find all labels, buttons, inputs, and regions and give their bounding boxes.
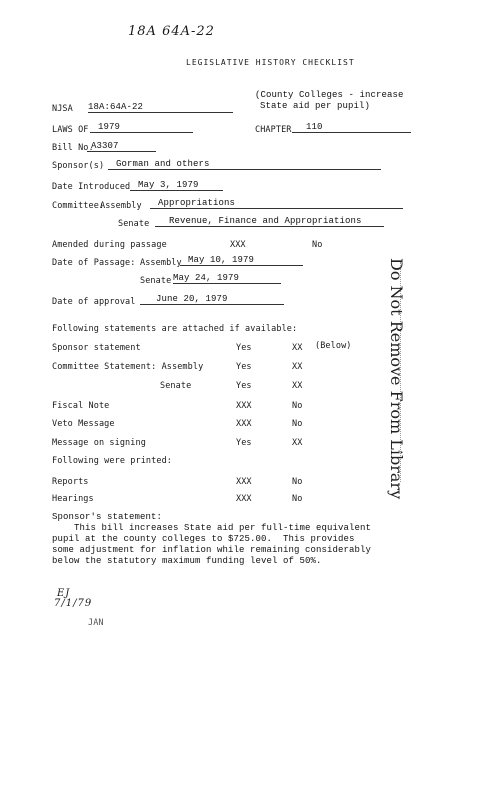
laws-of-value: 1979 — [90, 122, 193, 133]
footer-initials: EJ — [57, 588, 71, 599]
attached-row-yes: XXX — [236, 419, 252, 429]
attached-row-no: No — [292, 401, 303, 411]
statement-line: This bill increases State aid per full-time equivalent — [52, 523, 372, 533]
attached-row-label: Fiscal Note — [52, 401, 110, 411]
attached-row-label: Senate — [160, 381, 192, 391]
sponsor-label: Sponsor(s) — [52, 161, 105, 171]
date-of-approval-label: Date of approval — [52, 297, 136, 307]
footer-stamp-fragment: JAN — [88, 618, 104, 628]
statement-line: below the statutory maximum funding level of 50%. — [52, 556, 322, 566]
attached-row-no: XX — [292, 438, 303, 448]
amended-no: No — [312, 240, 323, 250]
library-stamp — [380, 258, 406, 500]
statement-line: pupil at the county colleges to $725.00. This provides — [52, 534, 355, 544]
njsa-label: NJSA — [52, 104, 73, 114]
subject-line-2: State aid per pupil) — [260, 101, 371, 111]
printed-heading: Following were printed: — [52, 456, 173, 466]
printed-row-label: Reports — [52, 477, 89, 487]
attached-row-yes: Yes — [236, 343, 252, 353]
printed-row-no: No — [292, 494, 303, 504]
chapter-label: CHAPTER — [255, 125, 292, 135]
date-of-passage-label: Date of Passage: — [52, 258, 136, 268]
passage-assembly-value: May 10, 1979 — [180, 255, 303, 266]
attached-row-label: Sponsor statement — [52, 343, 141, 353]
attached-row-label: Veto Message — [52, 419, 115, 429]
printed-row-yes: XXX — [236, 494, 252, 504]
attached-row-yes: Yes — [236, 362, 252, 372]
attached-row-yes: Yes — [236, 438, 252, 448]
subject-line-1: (County Colleges - increase — [255, 90, 404, 100]
printed-row-yes: XXX — [236, 477, 252, 487]
njsa-value: 18A:64A-22 — [88, 102, 233, 113]
laws-of-label: LAWS OF — [52, 125, 89, 135]
bill-no-value: A3307 — [87, 141, 156, 152]
date-introduced-label: Date Introduced — [52, 182, 131, 192]
attached-row-label: Committee Statement: Assembly — [52, 362, 204, 372]
attached-row-no: XX — [292, 343, 303, 353]
senate-committee-value: Revenue, Finance and Appropriations — [155, 216, 384, 227]
attached-row-no: No — [292, 419, 303, 429]
printed-row-label: Hearings — [52, 494, 94, 504]
amended-yes-mark: XXX — [230, 240, 246, 250]
date-introduced-value: May 3, 1979 — [130, 180, 223, 191]
statement-heading: Sponsor's statement: — [52, 512, 163, 522]
library-stamp-text: Do Not Remove From Library — [387, 258, 406, 500]
statement-line: some adjustment for inflation while remaining considerably — [52, 545, 372, 555]
attached-row-label: Message on signing — [52, 438, 146, 448]
bill-no-label: Bill No. — [52, 143, 94, 153]
attached-row-note: (Below) — [315, 341, 352, 351]
committee-assembly-label: Assembly — [100, 201, 142, 211]
attached-heading: Following statements are attached if available: — [52, 324, 298, 334]
attached-row-no: XX — [292, 362, 303, 372]
attached-row-no: XX — [292, 381, 303, 391]
page-title: LEGISLATIVE HISTORY CHECKLIST — [186, 58, 355, 67]
sponsor-value: Gorman and others — [108, 159, 381, 170]
passage-senate-label: Senate — [140, 276, 172, 286]
attached-row-yes: XXX — [236, 401, 252, 411]
amended-label: Amended during passage — [52, 240, 167, 250]
assembly-committee-value: Appropriations — [150, 198, 403, 209]
committee-senate-label: Senate — [118, 219, 150, 229]
footer-date: 7/1/79 — [54, 598, 93, 609]
attached-row-yes: Yes — [236, 381, 252, 391]
committee-label: Committee: — [52, 201, 105, 211]
passage-assembly-label: Assembly — [140, 258, 182, 268]
chapter-value: 110 — [292, 122, 411, 133]
passage-senate-value: May 24, 1979 — [173, 273, 281, 284]
date-of-approval-value: June 20, 1979 — [140, 294, 284, 305]
handwritten-file-id: 18A 64A-22 — [128, 24, 215, 39]
printed-row-no: No — [292, 477, 303, 487]
